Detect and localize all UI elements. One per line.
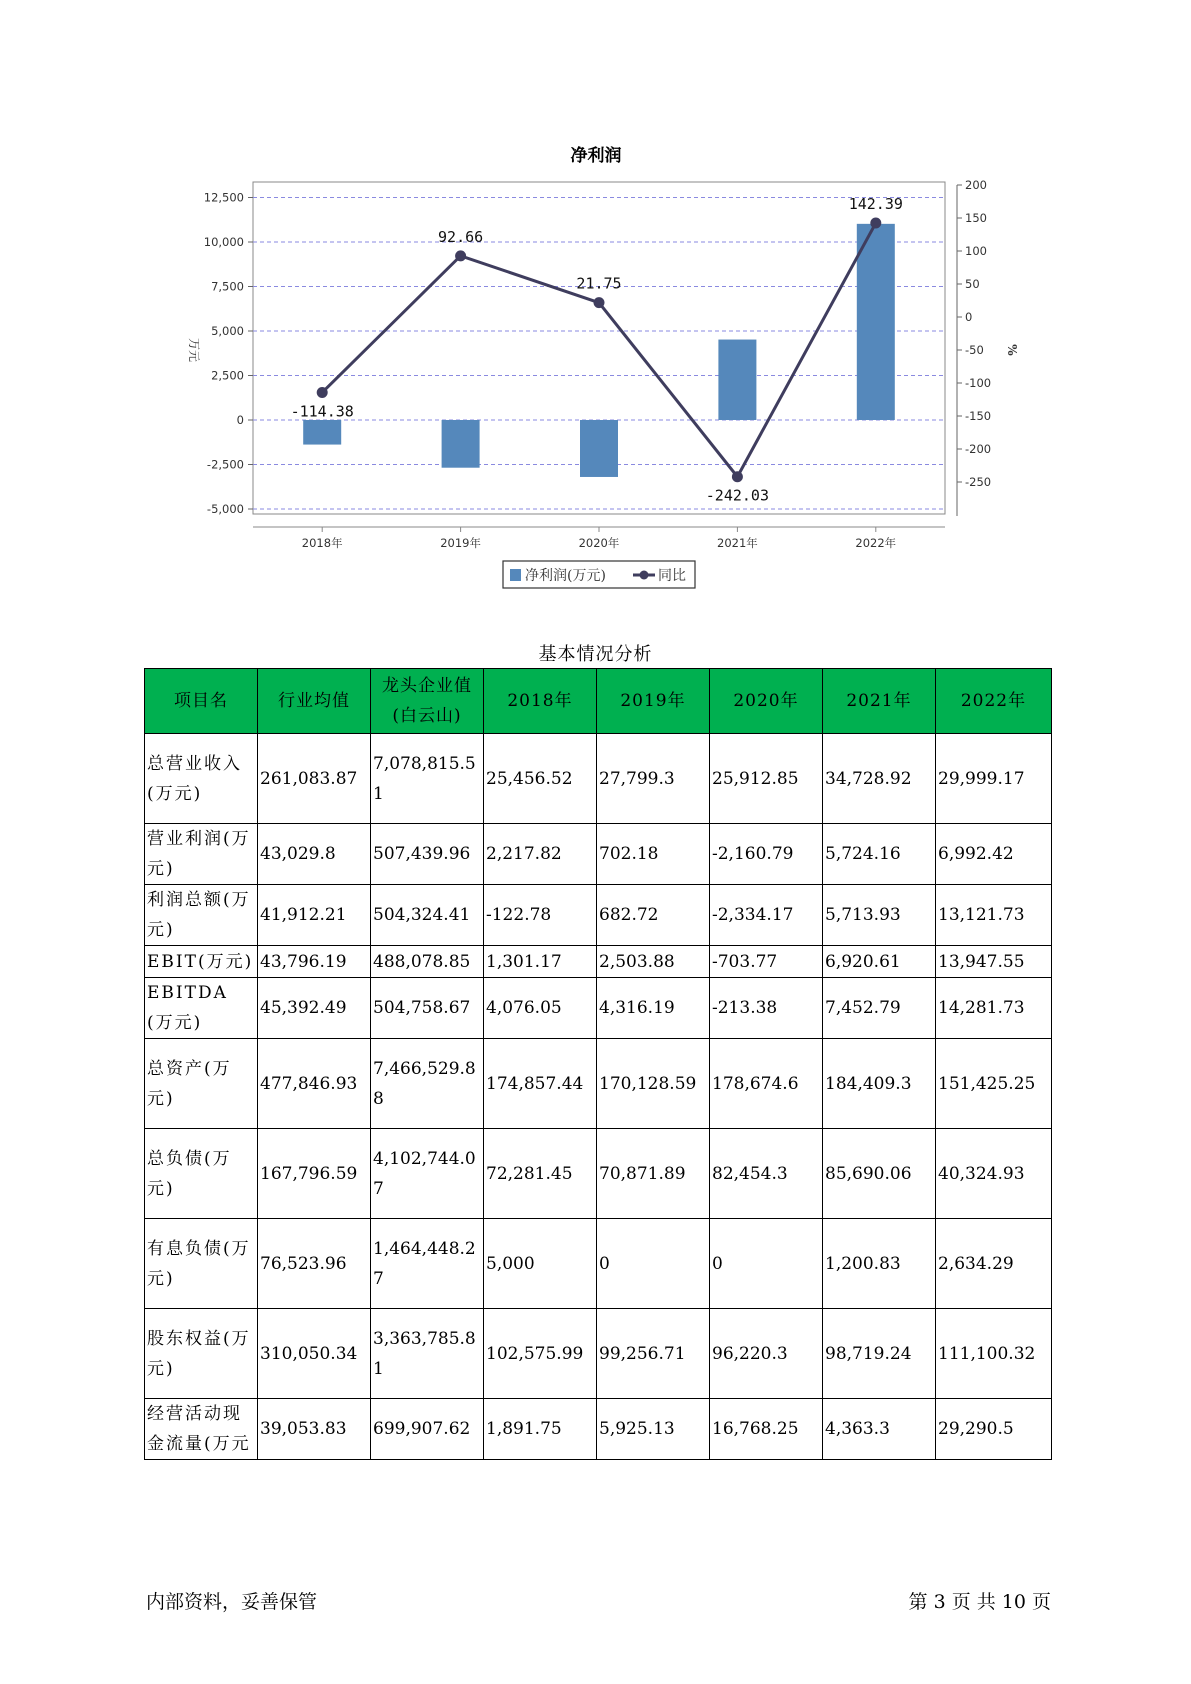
table-row: [145, 734, 1052, 824]
table-cell: 85,690.06: [823, 1129, 936, 1219]
table-cell: 682.72: [597, 885, 710, 946]
table-cell: 13,121.73: [936, 885, 1052, 946]
table-body: [145, 734, 1052, 1460]
table-row: [145, 1039, 1052, 1129]
table-cell: 72,281.45: [484, 1129, 597, 1219]
table-cell: 45,392.49: [258, 978, 371, 1039]
table-cell: 488,078.85: [371, 946, 484, 978]
table-cell: -703.77: [710, 946, 823, 978]
table-cell: 2,217.82: [484, 824, 597, 885]
x-axis-tick-label: 2021年: [717, 536, 758, 550]
header-cell: [484, 669, 597, 734]
table-cell: -2,160.79: [710, 824, 823, 885]
table-cell: 7,466,529.88: [371, 1039, 484, 1129]
left-axis-tick-label: 2,500: [211, 368, 244, 383]
right-axis-tick-label: -250: [965, 475, 992, 489]
table-cell: 7,452.79: [823, 978, 936, 1039]
table-cell: 13,947.55: [936, 946, 1052, 978]
header-text: 行业均值: [278, 691, 350, 711]
table-row: [145, 1129, 1052, 1219]
table-cell: 7,078,815.51: [371, 734, 484, 824]
table-cell: 0: [710, 1219, 823, 1309]
basic-analysis-table: [144, 668, 1052, 1460]
table-cell: 96,220.3: [710, 1309, 823, 1399]
net-profit-chart-svg: [0, 0, 1191, 600]
right-axis-tick-label: 50: [965, 277, 980, 291]
row-label: 经营活动现金流量(万元: [145, 1399, 258, 1460]
row-label: EBITDA(万元): [145, 978, 258, 1039]
table-cell: 98,719.24: [823, 1309, 936, 1399]
yoy-point: [594, 297, 605, 308]
table-cell: 4,102,744.07: [371, 1129, 484, 1219]
right-axis-tick-label: 150: [965, 211, 987, 225]
table-cell: 1,301.17: [484, 946, 597, 978]
row-label: 股东权益(万元): [145, 1309, 258, 1399]
yoy-data-label: -114.38: [290, 402, 354, 421]
left-axis-tick-label: 0: [236, 413, 244, 427]
right-axis-tick-label: -150: [965, 409, 992, 423]
right-axis-title: %: [1005, 344, 1019, 356]
table-cell: 261,083.87: [258, 734, 371, 824]
right-axis-tick-label: -50: [965, 343, 984, 357]
x-axis-tick-label: 2020年: [578, 536, 620, 550]
yoy-point: [870, 218, 881, 229]
table-cell: 1,464,448.27: [371, 1219, 484, 1309]
table-cell: 310,050.34: [258, 1309, 371, 1399]
header-cell: [597, 669, 710, 734]
header-text: 2018年: [507, 691, 573, 711]
yoy-data-label: 92.66: [438, 227, 484, 246]
net-profit-chart: [0, 0, 1191, 600]
left-axis-tick-label: 7,500: [211, 279, 244, 294]
table-cell: 5,713.93: [823, 885, 936, 946]
table-cell: 3,363,785.81: [371, 1309, 484, 1399]
table-cell: 99,256.71: [597, 1309, 710, 1399]
table-cell: 6,992.42: [936, 824, 1052, 885]
table-cell: 102,575.99: [484, 1309, 597, 1399]
table-cell: 39,053.83: [258, 1399, 371, 1460]
row-label: 总负债(万元): [145, 1129, 258, 1219]
header-text: 龙头企业值: [382, 676, 472, 696]
row-label: 有息负债(万元): [145, 1219, 258, 1309]
table-row: [145, 978, 1052, 1039]
left-axis-tick-label: 5,000: [211, 324, 244, 338]
header-text: 项目名: [174, 691, 228, 711]
table-cell: 184,409.3: [823, 1039, 936, 1129]
table-cell: 43,796.19: [258, 946, 371, 978]
yoy-data-label: -242.03: [705, 486, 770, 505]
table-cell: 29,999.17: [936, 734, 1052, 824]
table-cell: 6,920.61: [823, 946, 936, 978]
net-profit-bar: [303, 420, 341, 445]
table-cell: 174,857.44: [484, 1039, 597, 1129]
left-axis-tick-label: 12,500: [203, 190, 244, 205]
table-cell: 5,000: [484, 1219, 597, 1309]
yoy-data-label: 142.39: [848, 195, 903, 214]
table-cell: 702.18: [597, 824, 710, 885]
table-cell: 70,871.89: [597, 1129, 710, 1219]
yoy-point: [317, 387, 328, 398]
row-label: 总资产(万元): [145, 1039, 258, 1129]
table-cell: 2,634.29: [936, 1219, 1052, 1309]
table-cell: 699,907.62: [371, 1399, 484, 1460]
left-axis-tick-label: -5,000: [206, 502, 244, 516]
table-row: [145, 1309, 1052, 1399]
legend-bar-label: 净利润(万元): [525, 568, 606, 584]
table-cell: 25,912.85: [710, 734, 823, 824]
table-cell: 5,925.13: [597, 1399, 710, 1460]
table-cell: 477,846.93: [258, 1039, 371, 1129]
yoy-point: [732, 471, 743, 482]
table-cell: 34,728.92: [823, 734, 936, 824]
table-cell: -122.78: [484, 885, 597, 946]
chart-title: 净利润: [570, 146, 622, 166]
yoy-data-label: 21.75: [576, 274, 622, 293]
net-profit-bar: [718, 340, 756, 420]
table-cell: 4,363.3: [823, 1399, 936, 1460]
table-cell: 14,281.73: [936, 978, 1052, 1039]
table-caption: 基本情况分析: [538, 644, 653, 665]
right-axis-tick-label: -200: [965, 442, 992, 456]
table-cell: 41,912.21: [258, 885, 371, 946]
header-cell: [371, 669, 484, 734]
right-axis-tick-label: 200: [965, 178, 987, 192]
table-header-row: [145, 669, 1052, 734]
header-text: (白云山): [392, 706, 462, 726]
table-cell: 40,324.93: [936, 1129, 1052, 1219]
table-cell: 76,523.96: [258, 1219, 371, 1309]
header-text: 2021年: [846, 691, 912, 711]
table-row: [145, 1399, 1052, 1460]
x-axis-tick-label: 2018年: [301, 536, 343, 550]
table-cell: 504,758.67: [371, 978, 484, 1039]
table-cell: 43,029.8: [258, 824, 371, 885]
left-axis-tick-label: 10,000: [203, 235, 244, 249]
row-label: 总营业收入(万元): [145, 734, 258, 824]
table-cell: 178,674.6: [710, 1039, 823, 1129]
x-axis-tick-label: 2022年: [855, 536, 897, 550]
right-axis-tick-label: 0: [965, 310, 973, 324]
net-profit-bar: [580, 420, 618, 477]
table-row: [145, 885, 1052, 946]
legend-line-marker: [640, 571, 649, 580]
net-profit-bar: [442, 420, 480, 468]
header-cell: [936, 669, 1052, 734]
table-cell: 507,439.96: [371, 824, 484, 885]
left-axis-tick-label: -2,500: [206, 457, 244, 472]
table-cell: 27,799.3: [597, 734, 710, 824]
table-cell: 2,503.88: [597, 946, 710, 978]
table-cell: 1,200.83: [823, 1219, 936, 1309]
header-text: 2019年: [620, 691, 686, 711]
table-cell: 504,324.41: [371, 885, 484, 946]
table-row: [145, 946, 1052, 978]
table-cell: 151,425.25: [936, 1039, 1052, 1129]
table-row: [145, 824, 1052, 885]
table-cell: 0: [597, 1219, 710, 1309]
header-text: 2022年: [960, 691, 1027, 711]
table-row: [145, 1219, 1052, 1309]
table-cell: 82,454.3: [710, 1129, 823, 1219]
header-cell: [145, 669, 258, 734]
footer-confidential-note: 内部资料，妥善保管: [146, 1591, 318, 1613]
table-cell: 25,456.52: [484, 734, 597, 824]
row-label: EBIT(万元): [145, 946, 258, 978]
table-cell: 170,128.59: [597, 1039, 710, 1129]
right-axis-tick-label: -100: [965, 376, 992, 390]
row-label: 营业利润(万元): [145, 824, 258, 885]
header-cell: [258, 669, 371, 734]
x-axis-tick-label: 2019年: [440, 536, 481, 550]
table-cell: 167,796.59: [258, 1129, 371, 1219]
footer-page-number: 第 3 页 共 10 页: [908, 1591, 1051, 1613]
table-cell: 4,076.05: [484, 978, 597, 1039]
header-cell: [823, 669, 936, 734]
table-cell: 4,316.19: [597, 978, 710, 1039]
legend-line-label: 同比: [658, 568, 686, 584]
table-cell: 5,724.16: [823, 824, 936, 885]
row-label: 利润总额(万元): [145, 885, 258, 946]
right-axis-tick-label: 100: [965, 244, 987, 258]
table-cell: 111,100.32: [936, 1309, 1052, 1399]
table-cell: 16,768.25: [710, 1399, 823, 1460]
table-cell: 29,290.5: [936, 1399, 1052, 1460]
legend-bar-swatch: [510, 569, 521, 581]
table-cell: -2,334.17: [710, 885, 823, 946]
table-cell: -213.38: [710, 978, 823, 1039]
yoy-point: [455, 250, 466, 261]
header-cell: [710, 669, 823, 734]
header-text: 2020年: [733, 691, 799, 711]
net-profit-bar: [857, 224, 895, 420]
left-axis-title: 万元: [187, 337, 201, 363]
table-cell: 1,891.75: [484, 1399, 597, 1460]
